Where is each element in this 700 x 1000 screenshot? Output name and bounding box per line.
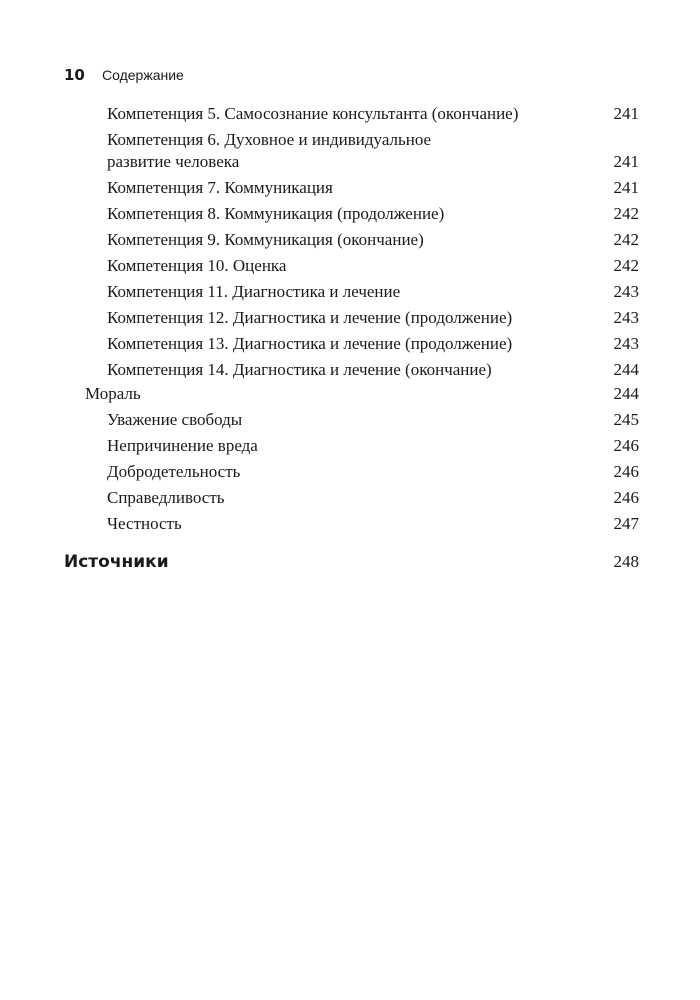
- toc-page-number: 242: [613, 256, 639, 275]
- toc-entry-competency-5[interactable]: Компетенция 5. Самосознание консультанта (окончание): [107, 104, 519, 123]
- toc-page-number: 244: [613, 384, 639, 403]
- toc-entry-competency-7[interactable]: Компетенция 7. Коммуникация: [107, 178, 333, 197]
- toc-entry-justice[interactable]: Справедливость: [107, 488, 225, 507]
- running-head-title: Содержание: [102, 67, 184, 83]
- toc-entry-beneficence[interactable]: Добродетельность: [107, 462, 241, 481]
- toc-page-number: 243: [613, 334, 639, 353]
- toc-page-number: 248: [613, 552, 639, 571]
- toc-entry-competency-11[interactable]: Компетенция 11. Диагностика и лечение: [107, 282, 401, 301]
- toc-page-number: 246: [613, 462, 639, 481]
- toc-entry-competency-12[interactable]: Компетенция 12. Диагностика и лечение (продолжение): [107, 308, 513, 327]
- toc-entry-competency-6-line1[interactable]: Компетенция 6. Духовное и индивидуальное: [107, 130, 432, 149]
- toc-entry-competency-10[interactable]: Компетенция 10. Оценка: [107, 256, 287, 275]
- page-number: 10: [64, 66, 85, 84]
- toc-page-number: 244: [613, 360, 639, 379]
- running-head: [64, 66, 184, 84]
- toc-entry-honesty[interactable]: Честность: [107, 514, 182, 533]
- toc-entry-competency-9[interactable]: Компетенция 9. Коммуникация (окончание): [107, 230, 424, 249]
- toc-page-number: 242: [613, 230, 639, 249]
- toc-entry-non-maleficence[interactable]: Непричинение вреда: [107, 436, 258, 455]
- toc-entry-competency-6-line2[interactable]: развитие человека: [107, 152, 240, 171]
- toc-page-number: 241: [613, 104, 639, 123]
- toc-entry-respect-freedom[interactable]: Уважение свободы: [107, 410, 243, 429]
- toc-page-number: 246: [613, 436, 639, 455]
- toc-page-number: 247: [613, 514, 639, 533]
- toc-entry-competency-8[interactable]: Компетенция 8. Коммуникация (продолжение): [107, 204, 445, 223]
- toc-page-number: 241: [613, 178, 639, 197]
- toc-page-number: 243: [613, 308, 639, 327]
- toc-entry-sources[interactable]: Источники: [64, 552, 169, 572]
- toc-page-number: 241: [613, 152, 639, 171]
- toc-page-number: 243: [613, 282, 639, 301]
- toc-entry-competency-13[interactable]: Компетенция 13. Диагностика и лечение (продолжение): [107, 334, 513, 353]
- toc-page-number: 242: [613, 204, 639, 223]
- toc-page-number: 245: [613, 410, 639, 429]
- toc-entry-competency-14[interactable]: Компетенция 14. Диагностика и лечение (окончание): [107, 360, 492, 379]
- toc-page-number: 246: [613, 488, 639, 507]
- toc-entry-morality[interactable]: Мораль: [85, 384, 141, 403]
